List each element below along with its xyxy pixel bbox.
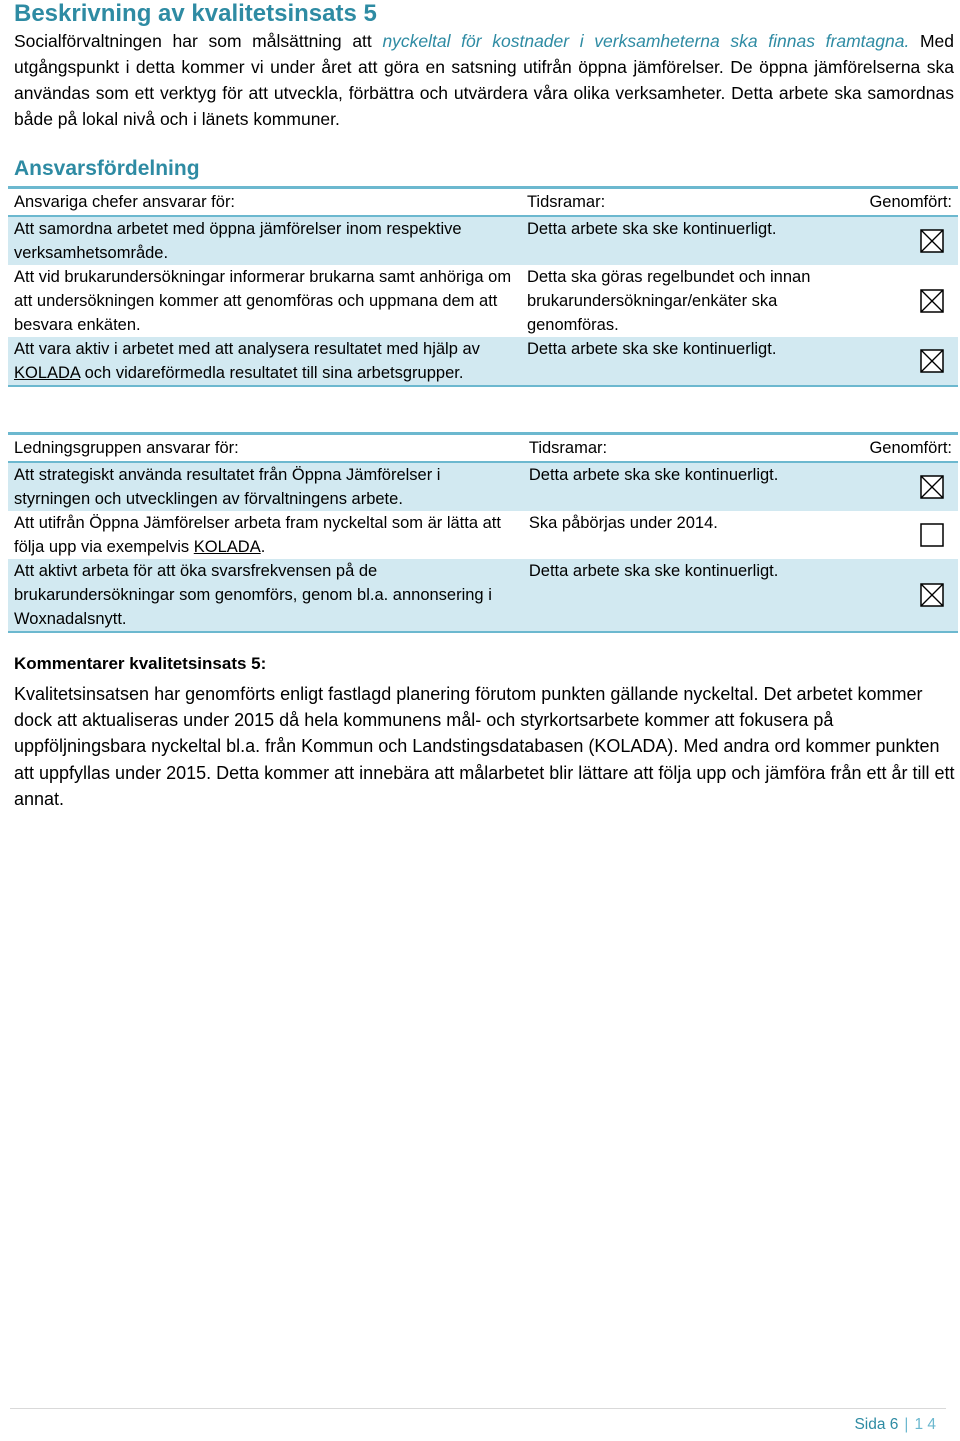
checked-checkbox[interactable] bbox=[920, 583, 944, 607]
col-timeframe-header: Tidsramar: bbox=[521, 188, 831, 217]
timeframe-cell: Detta arbete ska ske kontinuerligt. bbox=[523, 462, 831, 511]
task-cell: Att samordna arbetet med öppna jämförelser inom respektive verksamhetsområde. bbox=[8, 216, 521, 265]
checkbox-checked-icon bbox=[920, 349, 944, 373]
checkbox-checked-icon bbox=[920, 583, 944, 607]
intro-text-start: Socialförvaltningen har som målsättning att bbox=[14, 31, 383, 51]
managers-table bbox=[8, 186, 958, 387]
done-cell bbox=[831, 265, 958, 337]
task-text: Att vara aktiv i arbetet med att analysera resultatet med hjälp av bbox=[14, 340, 480, 358]
checkbox-empty-icon bbox=[920, 523, 944, 547]
intro-paragraph bbox=[14, 28, 954, 132]
task-text: Att utifrån Öppna Jämförelser arbeta fram nyckeltal som är lätta att följa upp via exempelvis bbox=[14, 514, 501, 556]
comments-heading: Kommentarer kvalitetsinsats 5: bbox=[14, 654, 267, 673]
done-cell bbox=[831, 462, 958, 511]
checked-checkbox[interactable] bbox=[920, 289, 944, 313]
checked-checkbox[interactable] bbox=[920, 475, 944, 499]
done-cell bbox=[831, 337, 958, 386]
page-number bbox=[854, 1416, 936, 1434]
unchecked-checkbox[interactable] bbox=[920, 523, 944, 547]
task-text: och vidareförmedla resultatet till sina arbetsgrupper. bbox=[80, 364, 464, 382]
task-cell: Att strategiskt använda resultatet från Öppna Jämförelser i styrningen och utvecklingen av förvaltningens arbete. bbox=[8, 462, 523, 511]
checked-checkbox[interactable] bbox=[920, 229, 944, 253]
table-row bbox=[8, 265, 958, 337]
col-responsible-header: Ledningsgruppen ansvarar för: bbox=[8, 434, 523, 463]
checkbox-checked-icon bbox=[920, 229, 944, 253]
table-row bbox=[8, 511, 958, 559]
col-responsible-header: Ansvariga chefer ansvarar för: bbox=[8, 188, 521, 217]
done-cell bbox=[831, 559, 958, 632]
checked-checkbox[interactable] bbox=[920, 349, 944, 373]
col-done-header: Genomfört: bbox=[831, 434, 958, 463]
timeframe-cell: Detta ska göras regelbundet och innan brukarundersökningar/enkäter ska genomföras. bbox=[526, 268, 811, 334]
table-row bbox=[8, 462, 958, 511]
table-header-row bbox=[8, 434, 958, 463]
kolada-link[interactable]: KOLADA bbox=[193, 538, 261, 556]
task-cell: Att vid brukarundersökningar informerar brukarna samt anhöriga om att undersökningen kommer att genomföras och uppmana dem att besvara enkäten. bbox=[14, 268, 512, 334]
kolada-link[interactable]: KOLADA bbox=[14, 364, 81, 382]
timeframe-cell: Ska påbörjas under 2014. bbox=[528, 514, 718, 532]
page-footer bbox=[10, 1408, 946, 1441]
task-cell: Att aktivt arbeta för att öka svarsfrekvensen på de brukarundersökningar som genomförs, genom bl.a. annonsering i Woxnadalsnytt. bbox=[8, 559, 523, 632]
management-group-table bbox=[8, 432, 958, 633]
table-row bbox=[8, 559, 958, 632]
responsibility-heading: Ansvarsfördelning bbox=[14, 157, 200, 180]
table-row bbox=[8, 216, 958, 265]
table-header-row bbox=[8, 188, 958, 217]
done-cell bbox=[831, 216, 958, 265]
comments-text: Kvalitetsinsatsen har genomförts enligt fastlagd planering förutom punkten gällande nyckeltal. Det arbetet kommer dock att aktualiseras under 2015 då hela kommunens mål- och styrkortsarbete kommer att fokusera på uppföljningsbara nyckeltal bl.a. från Kommun och Landstingsdatabasen (KOLADA). Med andra ord kommer punkten att uppfyllas under 2015. Detta kommer att innebära att målarbetet blir lättare att följa upp och jämföra från ett år till ett annat. bbox=[14, 684, 955, 809]
table-row bbox=[8, 337, 958, 386]
checkbox-checked-icon bbox=[920, 475, 944, 499]
task-text: . bbox=[260, 538, 266, 556]
page-total: 1 4 bbox=[914, 1416, 936, 1433]
checkbox-checked-icon bbox=[920, 289, 944, 313]
col-done-header: Genomfört: bbox=[831, 188, 958, 217]
intro-text-end: Med utgångspunkt i detta kommer vi under året att göra en satsning utifrån öppna jämförelser. De öppna jämförelserna ska användas som ett verktyg för att utveckla, förbättra och utvärdera våra olika verksamheter. Detta arbete ska samordnas både på lokal nivå och i länets kommuner. bbox=[14, 31, 955, 129]
page-label: Sida 6 bbox=[854, 1416, 899, 1433]
intro-highlight: nyckeltal för kostnader i verksamheterna ska finnas framtagna. bbox=[382, 31, 910, 51]
section-title: Beskrivning av kvalitetsinsats 5 bbox=[14, 0, 377, 27]
timeframe-cell: Detta arbete ska ske kontinuerligt. bbox=[521, 337, 831, 386]
col-timeframe-header: Tidsramar: bbox=[523, 434, 831, 463]
task-cell bbox=[8, 337, 521, 386]
task-cell bbox=[8, 511, 523, 559]
done-cell bbox=[831, 511, 958, 559]
page-separator: | bbox=[904, 1416, 909, 1433]
timeframe-cell: Detta arbete ska ske kontinuerligt. bbox=[521, 216, 831, 265]
timeframe-cell: Detta arbete ska ske kontinuerligt. bbox=[523, 559, 831, 632]
